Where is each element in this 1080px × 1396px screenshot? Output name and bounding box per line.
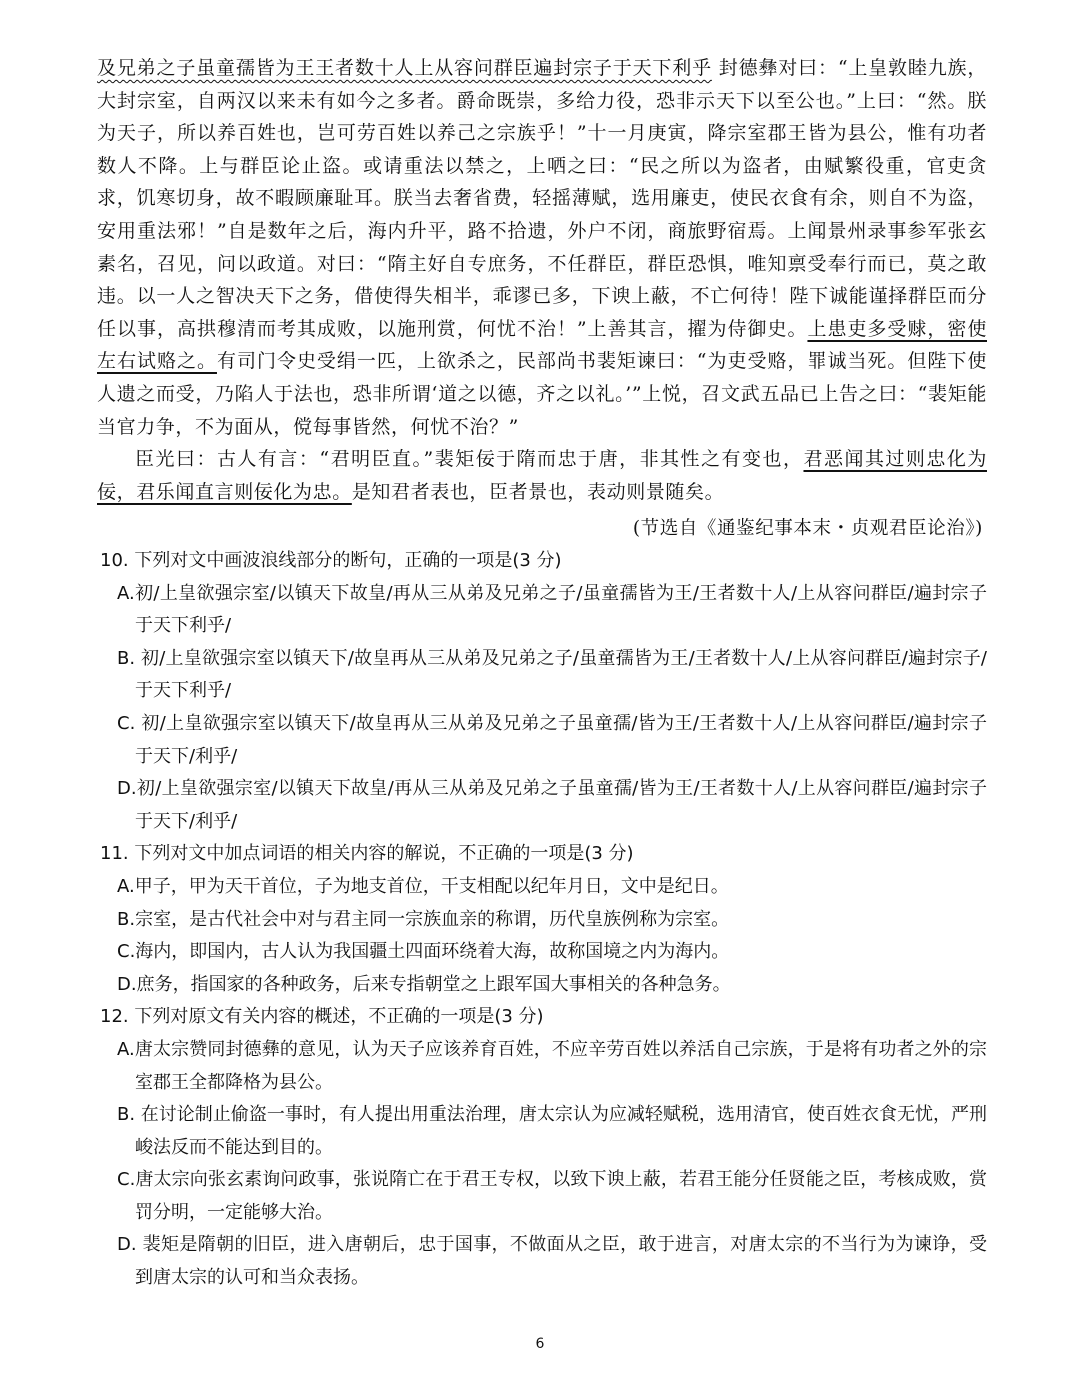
classical-passage <box>97 52 987 508</box>
underlined-sentence: 君恶闻其过则忠化为佞，君乐闻直言则佞化为忠。 <box>97 448 987 503</box>
question-stem: 12. 下列对原文有关内容的概述，不正确的一项是(3 分) <box>100 1006 544 1028</box>
option-a: A.唐太宗赞同封德彝的意见，认为天子应该养育百姓，不应辛劳百姓以养活自己宗族，于是将有功者之外的宗室郡王全都降格为县公。 <box>117 1038 987 1093</box>
question-12 <box>100 1001 987 1294</box>
passage-text: 有司门令史受绢一匹，上欲杀之，民部尚书裴矩谏曰：“为吏受赂，罪诚当死。但陛下使人遗之而受，乃陷人于法也，恐非所谓‘道之以德，齐之以礼。’”上悦，召文武五品已上告之曰：“裴矩能当官力争，不为面从，傥每事皆然，何忧不治？” <box>97 350 987 438</box>
option-c: C.唐太宗向张玄素询问政事，张说隋亡在于君王专权，以致下谀上蔽，若君王能分任贤能之臣，考核成败，赏罚分明，一定能够大治。 <box>117 1169 987 1223</box>
underlined-sentence: 上患吏多受赇，密使左右试赂之。 <box>97 317 987 373</box>
question-11 <box>100 838 987 1001</box>
option-c: C. 初/上皇欲强宗室以镇天下/故皇再从三从弟及兄弟之子虽童孺/皆为王/王者数十人/上从容问群臣/遍封宗子于天下/利乎/ <box>117 712 987 767</box>
option-c: C.海内，即国内，古人认为我国疆土四面环绕着大海，故称国境之内为海内。 <box>117 941 730 963</box>
option-d: D.初/上皇欲强宗室/以镇天下故皇/再从三从弟及兄弟之子虽童孺/皆为王/王者数十人/上从容问群臣/遍封宗子于天下/利乎/ <box>117 778 987 832</box>
option-a: A.甲子，甲为天干首位，子为地支首位，干支相配以纪年月日，文中是纪日。 <box>117 875 729 897</box>
question-10 <box>100 545 987 838</box>
question-list <box>100 545 987 1295</box>
passage-source: (节选自《通鉴纪事本末・贞观君臣论治》) <box>632 518 983 539</box>
passage-text: 封德彝对曰：“上皇敦睦九族，大封宗室，自两汉以来未有如今之多者。爵命既崇，多给力役，恐非示天下以至公也。”上曰：“然。朕为天子，所以养百姓也，岂可劳百姓以养己之宗族乎！”十一月庚寅，降宗室郡王皆为县公，惟有功者数人不降。上与群臣论止盗。或请重法以禁之，上哂之曰：“民之所以为盗者，由赋繁役重，官吏贪求，饥寒切身，故不暇顾廉耻耳。朕当去奢省费，轻摇薄赋，选用廉吏，使民衣食有余，则自不为盗，安用重法邪！”自是数年之后，海内升平，路不拾遗，外户不闭，商旅野宿焉。上闻景州录事参军张玄素名，召见，问以政道。对曰：“隋主好自专庶务，不任群臣，群臣恐惧，唯知禀受奉行而已，莫之敢违。以一人之智决天下之务，借使得失相半，乖谬已多，下谀上蔽，不亡何待！陛下诚能谨择群臣而分任以事，高拱穆清而考其成败，以施刑赏，何忧不治！”上善其言，擢为侍御史。 <box>97 57 987 340</box>
option-d: D.庶务，指国家的各种政务，后来专指朝堂之上跟军国大事相关的各种急务。 <box>117 973 731 995</box>
option-d: D. 裴矩是隋朝的旧臣，进入唐朝后，忠于国事，不做面从之臣，敢于进言，对唐太宗的不当行为为谏诤，受到唐太宗的认可和当众表扬。 <box>117 1234 987 1289</box>
option-b: B. 在讨论制止偷盗一事时，有人提出用重法治理，唐太宗认为应减轻赋税，选用清官，使百姓衣食无忧，严刑峻法反而不能达到目的。 <box>117 1104 987 1158</box>
question-stem: 11. 下列对文中加点词语的相关内容的解说，不正确的一项是(3 分) <box>100 843 634 865</box>
question-stem: 10. 下列对文中画波浪线部分的断句，正确的一项是(3 分) <box>100 550 562 571</box>
option-b: B.宗室，是古代社会中对与君主同一宗族血亲的称谓，历代皇族例称为宗室。 <box>117 908 730 930</box>
comment-text: 是知君者表也，臣者景也，表动则景随矣。 <box>351 480 725 503</box>
page-number: 6 <box>535 1336 545 1352</box>
option-a: A.初/上皇欲强宗室/以镇天下故皇/再从三从弟及兄弟之子/虽童孺皆为王/王者数十人/上从容问群臣/遍封宗子于天下利乎/ <box>117 582 987 637</box>
option-b: B. 初/上皇欲强宗室以镇天下/故皇再从三从弟及兄弟之子/虽童孺皆为王/王者数十人/上从容问群臣/遍封宗子/于天下利乎/ <box>117 647 987 702</box>
passage-paragraph-comment <box>97 443 987 508</box>
comment-text: 臣光曰：古人有言：“君明臣直。”裴矩佞于隋而忠于唐，非其性之有变也， <box>135 448 804 471</box>
passage-paragraph-main <box>97 52 987 443</box>
wavy-underlined-segment: 及兄弟之子虽童孺皆为王王者数十人上从容问群臣遍封宗子于天下利乎 <box>97 57 712 79</box>
